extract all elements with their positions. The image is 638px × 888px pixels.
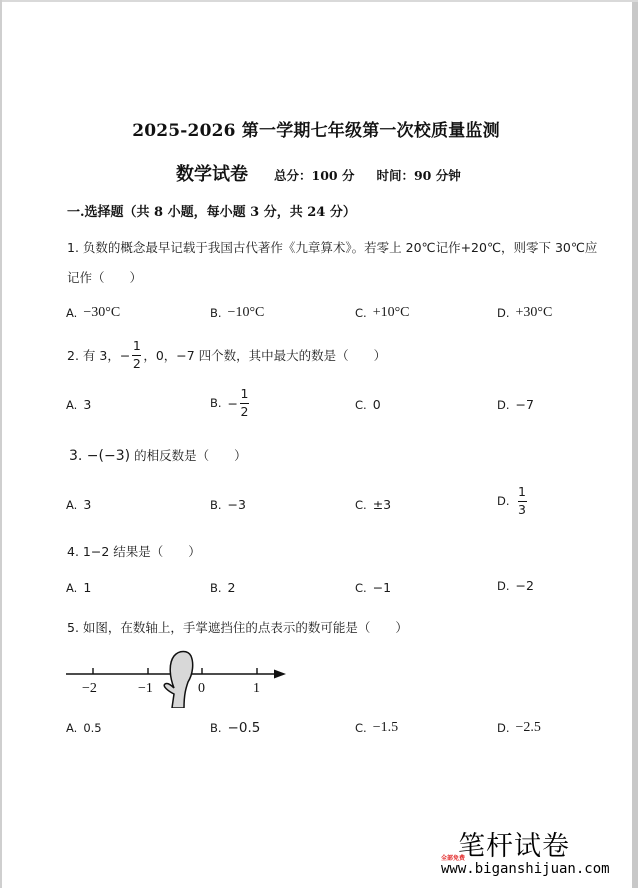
q3-math: 3. −(−3)	[69, 448, 131, 464]
arrow-right-icon	[274, 670, 286, 679]
q3-option-d[interactable]	[497, 486, 529, 516]
option-label: A.	[66, 497, 78, 512]
q2-prefix: 2. 有 3，	[67, 348, 120, 363]
option-label: A.	[66, 580, 78, 595]
q3-option-c[interactable]	[355, 497, 391, 512]
q1-option-a[interactable]	[66, 305, 120, 321]
option-value: 1	[83, 580, 92, 595]
option-label: C.	[355, 306, 367, 320]
option-label: D.	[497, 578, 510, 593]
option-value: 3	[83, 397, 92, 412]
option-label: B.	[210, 721, 222, 735]
q1-option-c[interactable]	[355, 305, 410, 321]
option-value: −7	[515, 397, 534, 412]
fraction-numerator: 1	[132, 338, 141, 353]
option-value: −	[227, 395, 239, 411]
option-value: −1.5	[372, 720, 399, 735]
option-label: B.	[210, 396, 222, 410]
option-label: D.	[497, 397, 510, 412]
option-label: A.	[66, 721, 78, 735]
option-value: 3	[83, 497, 92, 512]
option-label: B.	[210, 580, 222, 595]
q5-option-c[interactable]	[355, 720, 398, 736]
svg-text:−1: −1	[138, 681, 153, 696]
fraction	[518, 486, 527, 516]
exam-title: 2025-2026 第一学期七年级第一次校质量监测	[132, 121, 500, 141]
q5-option-d[interactable]	[497, 720, 541, 736]
option-label: D.	[497, 306, 510, 320]
option-value: ±3	[372, 497, 392, 512]
q5-option-a[interactable]	[66, 721, 102, 735]
option-label: C.	[355, 397, 367, 412]
option-label: B.	[210, 497, 222, 512]
option-value: −1	[372, 580, 392, 595]
option-value: −3	[227, 497, 246, 512]
q2-option-a[interactable]	[66, 397, 91, 412]
svg-text:−2: −2	[82, 681, 97, 696]
question-2-text	[67, 340, 386, 370]
q3-option-b[interactable]	[210, 497, 246, 512]
number-line-figure	[62, 648, 292, 708]
option-value: −0.5	[227, 720, 261, 736]
svg-text:1: 1	[253, 681, 260, 696]
option-label: C.	[355, 721, 367, 735]
total-score: 总分：100 分	[274, 168, 355, 183]
q4-option-c[interactable]	[355, 580, 391, 595]
question-5-text: 5. 如图，在数轴上，手掌遮挡住的点表示的数可能是（ ）	[67, 620, 408, 635]
hand-icon	[164, 652, 192, 709]
svg-text:0: 0	[198, 681, 205, 696]
fraction-denominator: 3	[518, 501, 526, 517]
subject-label: 数学试卷	[176, 164, 248, 185]
option-value: +10°C	[372, 305, 410, 320]
option-value: 2	[227, 580, 236, 595]
number-line-svg	[62, 648, 292, 708]
option-value: −10°C	[227, 305, 265, 320]
q4-option-a[interactable]	[66, 580, 91, 595]
exam-subtitle	[176, 160, 483, 186]
option-value: 0.5	[83, 721, 102, 735]
q3-option-a[interactable]	[66, 497, 91, 512]
q2-option-b[interactable]	[210, 388, 251, 418]
option-value: −2	[515, 578, 534, 593]
fraction-denominator: 2	[240, 403, 249, 419]
exam-time: 时间：90 分钟	[376, 168, 461, 183]
fraction	[240, 388, 249, 418]
option-value: −2.5	[515, 720, 541, 735]
page-right-scroll-edge	[632, 2, 638, 888]
option-label: C.	[355, 580, 367, 595]
fraction	[132, 340, 141, 370]
fraction-numerator: 1	[240, 386, 249, 401]
question-3-text	[69, 446, 247, 464]
option-value: −30°C	[83, 305, 121, 320]
q1-option-d[interactable]	[497, 305, 552, 321]
section-heading: 一.选择题（共 8 小题，每小题 3 分，共 24 分）	[67, 205, 356, 220]
watermark-brand: 笔杆试卷	[458, 831, 570, 862]
question-1-text: 1. 负数的概念最早记载于我国古代著作《九章算术》。若零上 20℃记作+20℃，则零下 30℃应	[67, 240, 598, 255]
option-label: D.	[497, 494, 510, 508]
q2-option-d[interactable]	[497, 397, 534, 412]
option-label: A.	[66, 306, 78, 320]
page-top-edge	[0, 0, 638, 2]
q4-option-b[interactable]	[210, 580, 236, 595]
option-label: C.	[355, 497, 367, 512]
fraction-denominator: 2	[132, 355, 141, 371]
option-label: B.	[210, 306, 222, 320]
watermark-url[interactable]: www.biganshijuan.com	[441, 861, 610, 877]
option-value: 0	[372, 397, 381, 412]
q2-option-c[interactable]	[355, 397, 381, 412]
watermark-free-tag: 全部免费	[441, 855, 466, 862]
q1-option-b[interactable]	[210, 305, 264, 321]
q5-option-b[interactable]	[210, 720, 260, 736]
option-label: D.	[497, 721, 510, 735]
option-value: +30°C	[515, 305, 553, 320]
q4-option-d[interactable]	[497, 578, 534, 593]
q2-minus: −	[119, 347, 131, 363]
question-4-text: 4. 1−2 结果是（ ）	[67, 544, 201, 559]
q3-suffix: 的相反数是（ ）	[134, 448, 247, 463]
question-1-text-cont: 记作（ ）	[67, 270, 143, 285]
q2-suffix: ，0，−7 四个数，其中最大的数是（ ）	[143, 348, 387, 363]
fraction-numerator: 1	[518, 484, 526, 499]
option-label: A.	[66, 397, 78, 412]
